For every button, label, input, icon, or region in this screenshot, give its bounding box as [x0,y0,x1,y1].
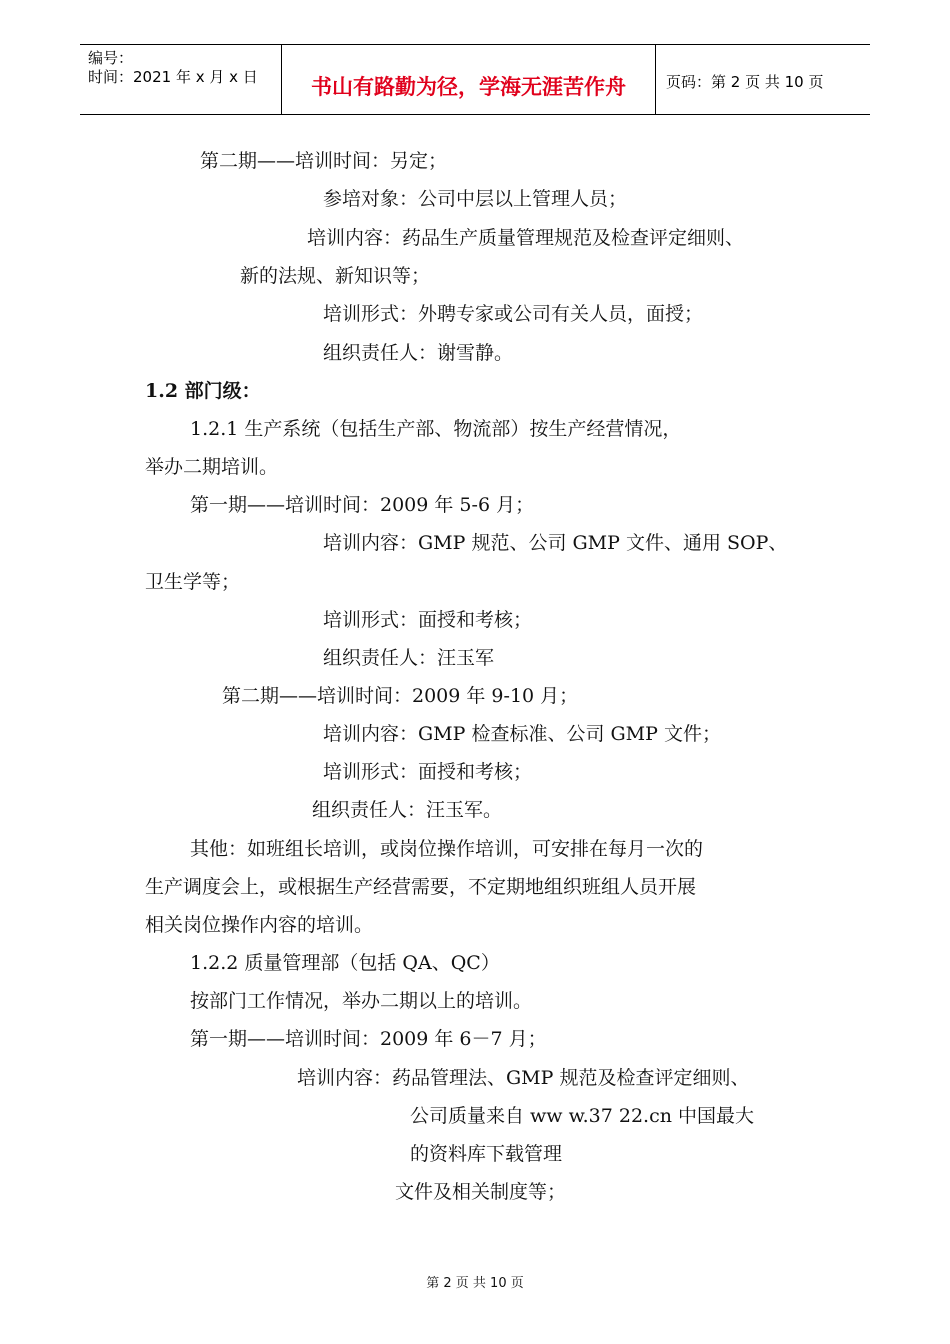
text-line: 培训形式：外聘专家或公司有关人员，面授； [323,303,704,325]
text-line: 第一期——培训时间：2009 年 5-6 月； [190,494,535,516]
text-line: 第一期——培训时间：2009 年 6－7 月； [190,1028,547,1050]
text-line: 公司质量来自 ww w.37 22.cn 中国最大 [410,1105,755,1127]
text-line: 卫生学等； [145,571,241,593]
text-line: 培训形式：面授和考核； [323,609,533,631]
text-line: 其他：如班组长培训，或岗位操作培训，可安排在每月一次的 [190,838,704,860]
text-line: 新的法规、新知识等； [240,265,431,287]
document-time: 时间：2021 年 x 月 x 日 [88,68,258,86]
text-line: 举办二期培训。 [145,456,279,478]
document-number: 编号： [88,49,134,67]
header-motto: 书山有路勤为径，学海无涯苦作舟 [311,75,626,99]
text-line: 组织责任人：谢雪静。 [323,342,514,364]
text-line: 第二期——培训时间：另定； [200,150,448,172]
text-line: 文件及相关制度等； [395,1181,567,1203]
text-line: 培训内容：GMP 检查标准、公司 GMP 文件； [323,723,721,745]
text-line: 按部门工作情况，举办二期以上的培训。 [190,990,533,1012]
text-line: 培训内容：药品管理法、GMP 规范及检查评定细则、 [297,1067,750,1089]
header-page-info: 页码：第 2 页 共 10 页 [666,73,824,91]
text-line: 培训内容：GMP 规范、公司 GMP 文件、通用 SOP、 [323,532,788,554]
text-line: 第二期——培训时间：2009 年 9-10 月； [222,685,579,707]
text-line: 的资料库下载管理 [410,1143,563,1165]
header-page-cell [656,45,870,114]
text-line: 1.2.1 生产系统（包括生产部、物流部）按生产经营情况， [190,418,682,440]
text-line: 相关岗位操作内容的培训。 [145,914,374,936]
text-line: 组织责任人：汪玉军。 [312,799,503,821]
text-line: 组织责任人：汪玉军 [323,647,495,669]
section-heading: 1.2 部门级： [145,380,261,402]
header-motto-cell [282,45,656,114]
header-meta-cell [80,45,282,114]
page-header [80,44,870,115]
text-line: 培训内容：药品生产质量管理规范及检查评定细则、 [307,227,745,249]
text-line: 生产调度会上，或根据生产经营需要，不定期地组织班组人员开展 [145,876,697,898]
page-footer: 第 2 页 共 10 页 [426,1276,524,1291]
text-line: 参培对象：公司中层以上管理人员； [323,188,628,210]
text-line: 培训形式：面授和考核； [323,761,533,783]
text-line: 1.2.2 质量管理部（包括 QA、QC） [190,952,500,974]
